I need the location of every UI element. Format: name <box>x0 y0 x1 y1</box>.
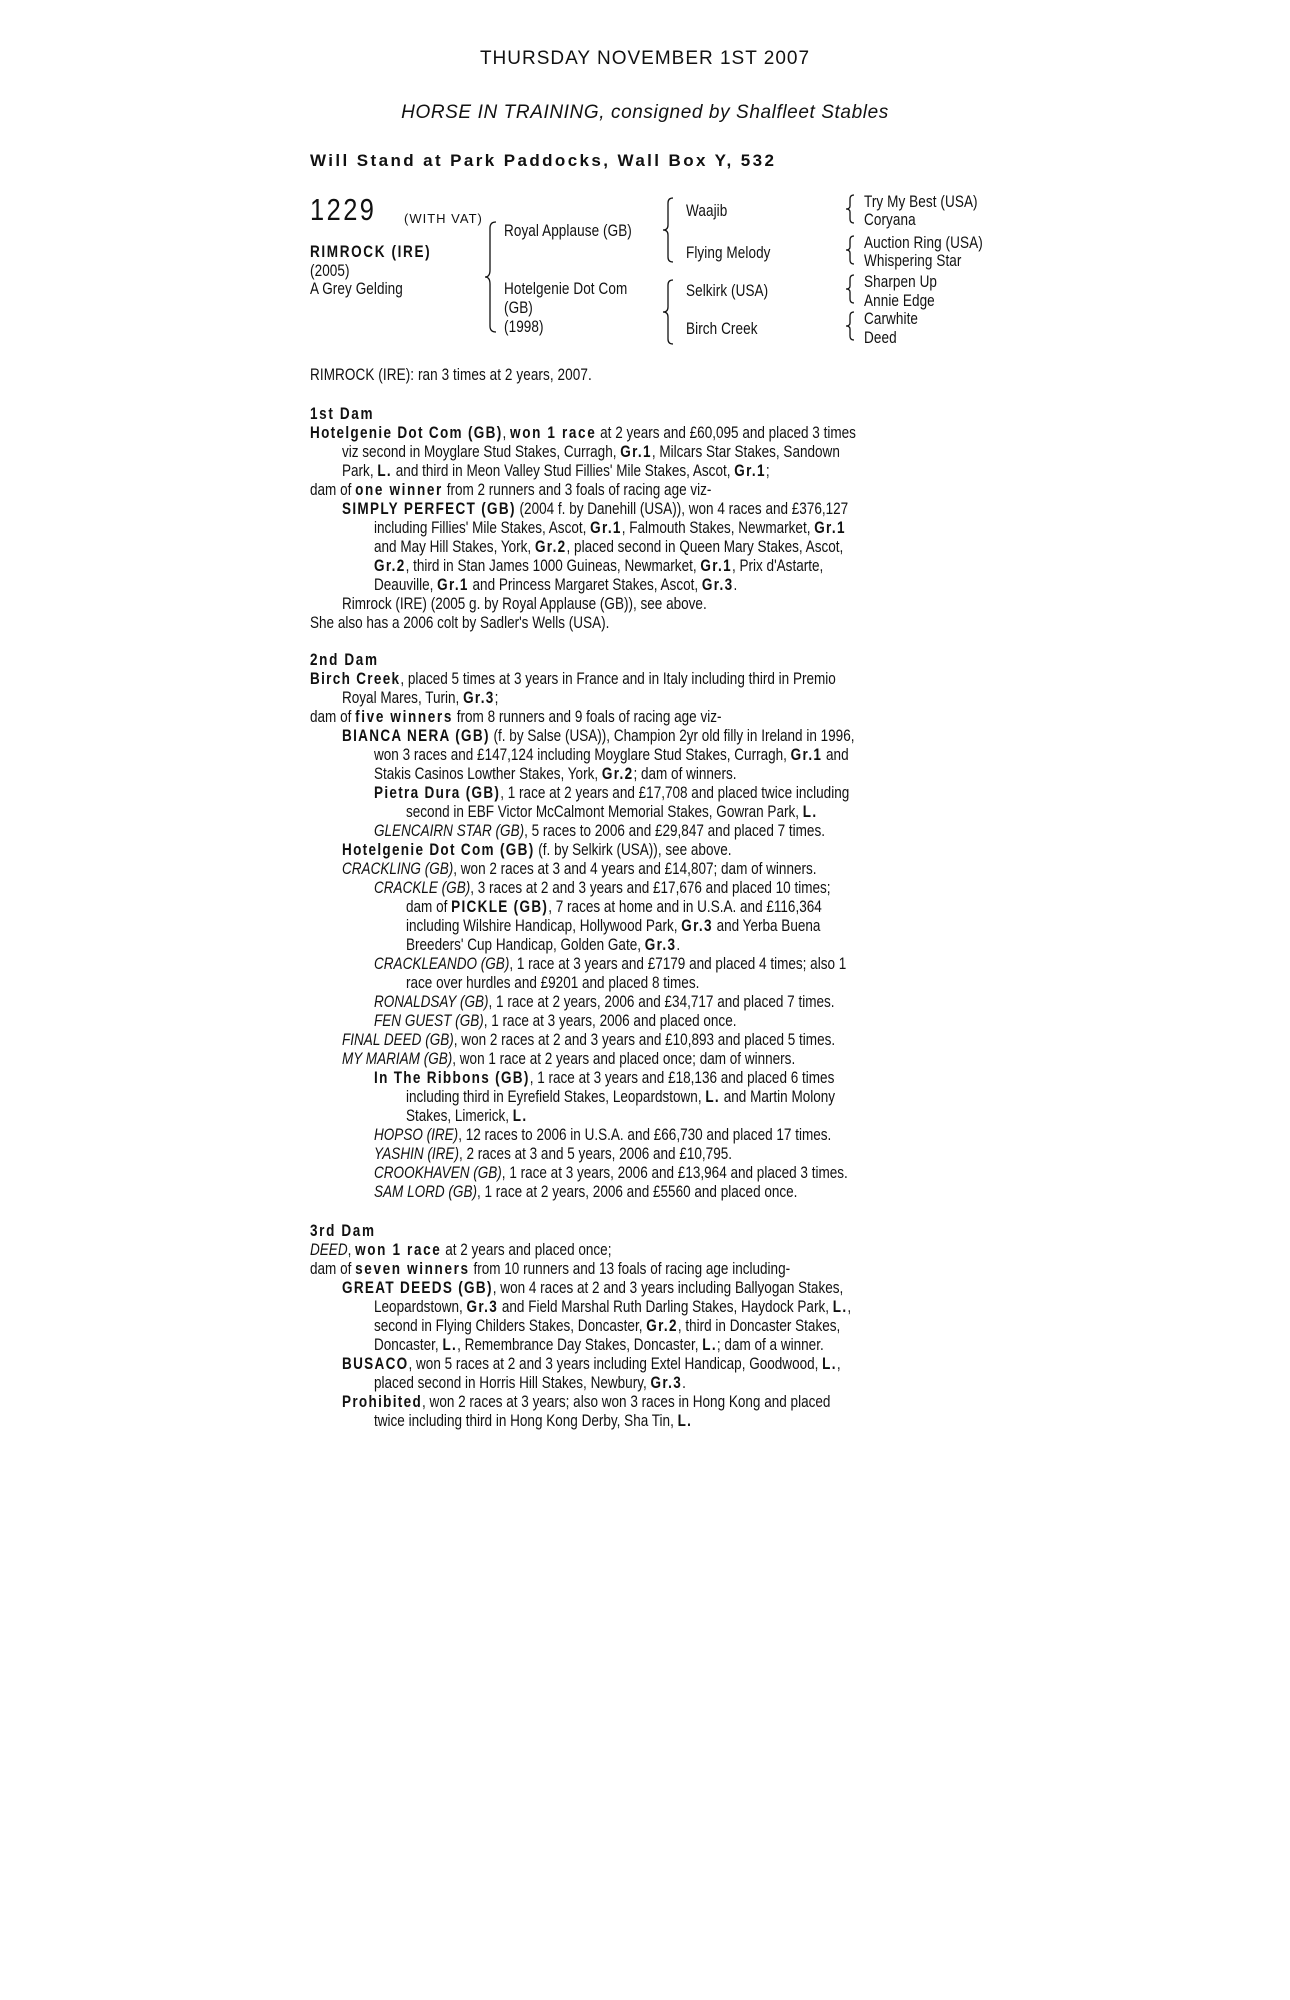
text-segment: dam of <box>310 1260 356 1278</box>
text-line <box>342 1050 795 1069</box>
text-segment: , Milcars Star Stakes, Sandown <box>651 443 840 461</box>
text-segment: Stakis Casinos Lowther Stakes, York, <box>374 765 602 783</box>
text-segment: second in EBF Victor McCalmont Memorial Stakes, Gowran Park, <box>406 803 803 821</box>
text-segment: BUSACO <box>342 1355 409 1373</box>
text-line <box>406 1088 835 1107</box>
text-segment: from 2 runners and 3 foals of racing age viz- <box>442 481 712 499</box>
text-segment: SAM LORD (GB) <box>374 1183 477 1201</box>
text-segment: , placed 5 times at 3 years in France and in Italy including third in Premio <box>400 670 836 688</box>
text-line <box>342 1393 830 1412</box>
pedigree-sire-dam: Flying Melody <box>686 244 771 262</box>
text-segment: , 1 race at 2 years, 2006 and £5560 and placed once. <box>476 1183 798 1201</box>
text-line <box>374 879 831 898</box>
pedigree-ss-dam: Coryana <box>864 211 916 229</box>
text-line <box>342 595 707 614</box>
text-segment: L. <box>702 1336 717 1354</box>
text-line <box>342 727 854 746</box>
text-segment: at 2 years and £60,095 and placed 3 times <box>596 424 856 442</box>
text-line <box>342 689 498 708</box>
text-line <box>374 1317 840 1336</box>
text-line <box>310 1260 790 1279</box>
text-segment: Gr.3 <box>681 917 713 935</box>
text-segment: DEED <box>310 1241 348 1259</box>
text-segment: and Princess Margaret Stakes, Ascot, <box>468 576 702 594</box>
text-segment: second in Flying Childers Stakes, Doncaster, <box>374 1317 647 1335</box>
text-line <box>406 917 820 936</box>
text-segment: and Field Marshal Ruth Darling Stakes, Haydock Park, <box>498 1298 833 1316</box>
text-segment: Gr.1 <box>590 519 622 537</box>
text-segment: L. <box>802 803 818 821</box>
text-segment: (2004 f. by Danehill (USA)), won 4 races and £376,127 <box>515 500 849 518</box>
sale-date: THURSDAY NOVEMBER 1ST 2007 <box>479 48 811 69</box>
text-segment: Gr.1 <box>700 557 732 575</box>
pedigree-brace-5 <box>844 235 856 265</box>
text-segment: , 5 races to 2006 and £29,847 and placed 7 times. <box>524 822 825 840</box>
text-segment: ; <box>765 462 770 480</box>
text-segment: Park, <box>342 462 378 480</box>
text-segment: , Falmouth Stakes, Newmarket, <box>621 519 815 537</box>
text-segment: In The Ribbons (GB) <box>374 1069 530 1087</box>
text-segment: Gr.1 <box>734 462 766 480</box>
text-segment: L. <box>832 1298 848 1316</box>
text-segment: . <box>682 1374 686 1392</box>
pedigree-sd-sire: Auction Ring (USA) <box>864 234 983 252</box>
text-line <box>374 784 849 803</box>
text-segment: ; dam of winners. <box>633 765 737 783</box>
text-line <box>406 1107 527 1126</box>
text-line <box>374 746 849 765</box>
text-segment: Leopardstown, <box>374 1298 467 1316</box>
text-segment: including Wilshire Handicap, Hollywood Park, <box>406 917 682 935</box>
text-segment: , 1 race at 2 years, 2006 and £34,717 and placed 7 times. <box>488 993 835 1011</box>
text-segment: , won 4 races at 2 and 3 years including Ballyogan Stakes, <box>492 1279 844 1297</box>
text-segment: , 1 race at 3 years, 2006 and £13,964 and placed 3 times. <box>501 1164 848 1182</box>
pedigree-brace-6 <box>844 274 856 304</box>
text-segment: CRACKLE (GB) <box>374 879 471 897</box>
text-line <box>374 1336 824 1355</box>
text-line <box>342 860 817 879</box>
text-line <box>374 1126 831 1145</box>
text-segment: Gr.2 <box>374 557 406 575</box>
text-segment: Birch Creek <box>310 670 401 688</box>
text-segment: twice including third in Hong Kong Derby, Sha Tin, <box>374 1412 678 1430</box>
text-segment: , 1 race at 3 years and £7179 and placed 4 times; also 1 <box>509 955 847 973</box>
section-title: 3rd Dam <box>310 1222 376 1240</box>
text-line <box>342 1355 841 1374</box>
text-line <box>406 898 822 917</box>
text-segment: . <box>733 576 738 594</box>
text-segment: Hotelgenie Dot Com (GB) <box>342 841 535 859</box>
pedigree-dd-dam: Deed <box>864 329 897 347</box>
text-segment: PICKLE (GB) <box>451 898 549 916</box>
text-segment: Gr.3 <box>650 1374 683 1392</box>
text-segment: and Martin Molony <box>719 1088 836 1106</box>
text-segment: Gr.3 <box>463 689 495 707</box>
text-segment: , third in Doncaster Stakes, <box>677 1317 841 1335</box>
pedigree-dam-year: (1998) <box>504 318 544 336</box>
text-segment: MY MARIAM (GB) <box>342 1050 453 1068</box>
text-segment: dam of <box>406 898 452 916</box>
text-segment: Deauville, <box>374 576 438 594</box>
text-segment: CROOKHAVEN (GB) <box>374 1164 502 1182</box>
text-line <box>374 822 825 841</box>
text-segment: seven winners <box>355 1260 470 1278</box>
text-segment: She also has a 2006 colt by Sadler's Wells (USA). <box>310 614 610 632</box>
text-segment: Breeders' Cup Handicap, Golden Gate, <box>406 936 645 954</box>
text-segment: , placed second in Queen Mary Stakes, Ascot, <box>566 538 844 556</box>
text-segment: L. <box>512 1107 528 1125</box>
text-line <box>342 443 840 462</box>
text-line <box>374 576 737 595</box>
text-segment: BIANCA NERA (GB) <box>342 727 490 745</box>
text-segment: Hotelgenie Dot Com (GB) <box>310 424 503 442</box>
text-segment: Pietra Dura (GB) <box>374 784 501 802</box>
race-summary: RIMROCK (IRE): ran 3 times at 2 years, 2007. <box>310 366 592 384</box>
text-segment: five winners <box>355 708 454 726</box>
text-line <box>374 1145 732 1164</box>
pedigree-sire-sire: Waajib <box>686 202 728 220</box>
text-segment: , won 2 races at 3 years; also won 3 races in Hong Kong and placed <box>422 1393 831 1411</box>
pedigree-dam: Hotelgenie Dot Com <box>504 280 628 298</box>
text-segment: CRACKLEANDO (GB) <box>374 955 510 973</box>
text-line <box>342 500 848 519</box>
text-segment: GREAT DEEDS (GB) <box>342 1279 493 1297</box>
text-segment: Gr.3 <box>644 936 677 954</box>
text-segment: CRACKLING (GB) <box>342 860 454 878</box>
text-segment: Prohibited <box>342 1393 423 1411</box>
text-segment: , <box>836 1355 841 1373</box>
pedigree-ss-sire: Try My Best (USA) <box>864 193 978 211</box>
text-segment: Rimrock (IRE) (2005 g. by Royal Applause (GB)), see above. <box>342 595 707 613</box>
text-segment: , 7 races at home and in U.S.A. and £116,364 <box>548 898 822 916</box>
text-line <box>342 462 770 481</box>
section-title: 2nd Dam <box>310 651 379 669</box>
text-segment: , won 2 races at 2 and 3 years and £10,893 and placed 5 times. <box>453 1031 836 1049</box>
text-line <box>310 614 609 633</box>
text-segment: , won 1 race at 2 years and placed once; dam of winners. <box>452 1050 796 1068</box>
text-segment: RONALDSAY (GB) <box>374 993 489 1011</box>
pedigree-sire: Royal Applause (GB) <box>504 222 632 240</box>
text-segment: , 2 races at 3 and 5 years, 2006 and £10,795. <box>458 1145 733 1163</box>
text-segment: Gr.1 <box>790 746 823 764</box>
stand-location: Will Stand at Park Paddocks, Wall Box Y, 532 <box>310 151 777 170</box>
text-line <box>374 557 823 576</box>
foaling-year: (2005) <box>310 262 350 280</box>
text-segment: Stakes, Limerick, <box>406 1107 513 1125</box>
text-segment: , <box>847 1298 852 1316</box>
pedigree-dam-country: (GB) <box>504 299 533 317</box>
consignment-subtitle: HORSE IN TRAINING, consigned by Shalfleet Stables <box>401 102 889 123</box>
text-segment: ; dam of a winner. <box>716 1336 824 1354</box>
text-segment: HOPSO (IRE) <box>374 1126 459 1144</box>
text-segment: and Yerba Buena <box>712 917 821 935</box>
text-segment: won 3 races and £147,124 including Moyglare Stud Stakes, Curragh, <box>374 746 791 764</box>
text-line <box>374 1164 848 1183</box>
text-segment: Gr.2 <box>601 765 634 783</box>
text-line <box>342 1031 835 1050</box>
text-segment: , <box>502 424 511 442</box>
text-segment: Gr.1 <box>814 519 846 537</box>
text-line <box>374 1412 692 1431</box>
text-segment: including Fillies' Mile Stakes, Ascot, <box>374 519 591 537</box>
pedigree-ds-dam: Annie Edge <box>864 292 935 310</box>
text-segment: , Prix d'Astarte, <box>731 557 824 575</box>
pedigree-ds-sire: Sharpen Up <box>864 273 938 291</box>
section-title: 1st Dam <box>310 405 375 423</box>
text-segment: Doncaster, <box>374 1336 443 1354</box>
text-segment: (f. by Salse (USA)), Champion 2yr old filly in Ireland in 1996, <box>489 727 855 745</box>
pedigree-brace-2 <box>662 196 676 264</box>
text-segment: ; <box>494 689 499 707</box>
text-line <box>406 936 680 955</box>
text-segment: , 3 races at 2 and 3 years and £17,676 and placed 10 times; <box>470 879 831 897</box>
text-segment: , Remembrance Day Stakes, Doncaster, <box>457 1336 703 1354</box>
pedigree-brace-3 <box>662 278 676 346</box>
text-segment: from 8 runners and 9 foals of racing age viz- <box>453 708 722 726</box>
horse-description: A Grey Gelding <box>310 280 403 298</box>
text-segment: and third in Meon Valley Stud Fillies' Mile Stakes, Ascot, <box>392 462 735 480</box>
text-segment: Gr.1 <box>437 576 469 594</box>
text-line <box>342 1279 843 1298</box>
text-segment: YASHIN (IRE) <box>374 1145 459 1163</box>
text-segment: L. <box>377 462 393 480</box>
text-segment: dam of <box>310 481 356 499</box>
text-line <box>406 803 817 822</box>
text-line <box>374 1298 851 1317</box>
pedigree-brace-1 <box>484 220 500 334</box>
text-line <box>374 955 846 974</box>
text-segment: , won 5 races at 2 and 3 years including Extel Handicap, Goodwood, <box>408 1355 823 1373</box>
text-line <box>406 974 699 993</box>
pedigree-dam-dam: Birch Creek <box>686 320 758 338</box>
text-line <box>310 670 836 689</box>
text-segment: Gr.2 <box>534 538 567 556</box>
text-line <box>310 424 856 443</box>
text-line <box>310 481 711 500</box>
text-segment: and May Hill Stakes, York, <box>374 538 535 556</box>
text-segment: FEN GUEST (GB) <box>374 1012 484 1030</box>
pedigree-brace-7 <box>844 311 856 341</box>
text-segment: , 1 race at 3 years and £18,136 and placed 6 times <box>529 1069 835 1087</box>
text-segment: , <box>347 1241 356 1259</box>
text-segment: Gr.2 <box>646 1317 678 1335</box>
text-segment: , 1 race at 3 years, 2006 and placed once. <box>483 1012 737 1030</box>
text-line <box>374 1012 736 1031</box>
text-segment: L. <box>442 1336 458 1354</box>
text-segment: and <box>822 746 849 764</box>
text-segment: GLENCAIRN STAR (GB) <box>374 822 525 840</box>
horse-name: RIMROCK (IRE) <box>310 243 432 261</box>
text-segment: FINAL DEED (GB) <box>342 1031 454 1049</box>
text-segment: , won 2 races at 3 and 4 years and £14,807; dam of winners. <box>453 860 817 878</box>
text-segment: , 1 race at 2 years and £17,708 and placed twice including <box>500 784 850 802</box>
text-segment: won 1 race <box>510 424 597 442</box>
text-line <box>374 1069 834 1088</box>
text-line <box>342 841 732 860</box>
text-segment: dam of <box>310 708 356 726</box>
text-segment: L. <box>677 1412 693 1430</box>
text-segment: including third in Eyrefield Stakes, Leopardstown, <box>406 1088 706 1106</box>
text-line <box>374 519 846 538</box>
text-segment: race over hurdles and £9201 and placed 8 times. <box>406 974 700 992</box>
text-segment: at 2 years and placed once; <box>441 1241 612 1259</box>
text-segment: Gr.3 <box>466 1298 499 1316</box>
text-segment: Royal Mares, Turin, <box>342 689 464 707</box>
text-segment: from 10 runners and 13 foals of racing age including- <box>469 1260 791 1278</box>
pedigree-brace-4 <box>844 194 856 224</box>
text-segment: (f. by Selkirk (USA)), see above. <box>534 841 732 859</box>
text-segment: , 12 races to 2006 in U.S.A. and £66,730 and placed 17 times. <box>458 1126 832 1144</box>
text-line <box>310 708 721 727</box>
text-segment: L. <box>705 1088 720 1106</box>
text-line <box>374 1374 686 1393</box>
pedigree-dam-sire: Selkirk (USA) <box>686 282 769 300</box>
text-segment: . <box>676 936 681 954</box>
text-segment: viz second in Moyglare Stud Stakes, Curragh, <box>342 443 621 461</box>
lot-number: 1229 <box>310 192 377 227</box>
text-line <box>374 765 736 784</box>
text-segment: Gr.3 <box>701 576 734 594</box>
text-segment: Gr.1 <box>620 443 652 461</box>
pedigree-dd-sire: Carwhite <box>864 310 919 328</box>
text-segment: won 1 race <box>355 1241 442 1259</box>
text-segment: SIMPLY PERFECT (GB) <box>342 500 516 518</box>
text-line <box>374 993 835 1012</box>
text-line <box>374 1183 797 1202</box>
vat-note: (WITH VAT) <box>404 211 483 226</box>
text-segment: L. <box>822 1355 837 1373</box>
text-segment: placed second in Horris Hill Stakes, Newbury, <box>374 1374 651 1392</box>
text-line <box>374 538 843 557</box>
text-segment: , third in Stan James 1000 Guineas, Newmarket, <box>405 557 701 575</box>
text-segment: one winner <box>355 481 443 499</box>
text-line <box>310 1241 611 1260</box>
pedigree-sd-dam: Whispering Star <box>864 252 962 270</box>
